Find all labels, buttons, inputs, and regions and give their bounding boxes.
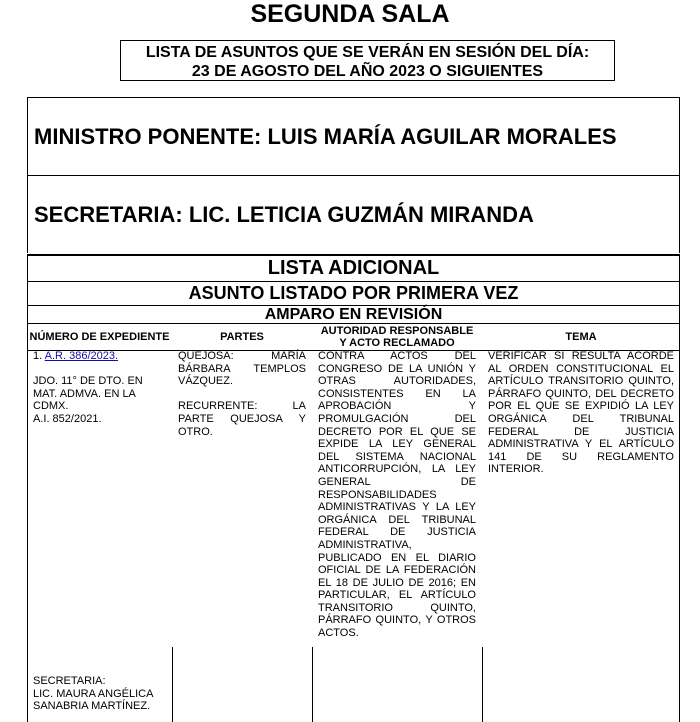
column-header-autoridad: AUTORIDAD RESPONSABLE Y ACTO RECLAMADO <box>320 325 474 349</box>
partes-cell <box>178 350 306 438</box>
juzgado: JDO. 11° DE DTO. EN MAT. ADMVA. EN LA CDMX. <box>33 375 143 413</box>
incidente: A.I. 852/2021. <box>33 412 102 425</box>
column-divider <box>312 647 313 722</box>
secretaria-heading: SECRETARIA: LIC. LETICIA GUZMÁN MIRANDA <box>27 175 680 253</box>
autoridad-cell: CONTRA ACTOS DEL CONGRESO DE LA UNIÓN Y OTRAS AUTORIDADES, CONSISTENTES EN LA APROBACIÓN Y PROMULGACIÓN DEL DECRETO POR EL QUE SE EXPIDE LA LEY GENERAL DEL SISTEMA NACIONAL ANTICORRUPCIÓN, LA LEY GENERAL DE RESPONSABILIDADES ADMINISTRATIVAS Y LA LEY ORGÁNICA DEL TRIBUNAL FEDERAL DE JUSTICIA ADMINISTRATIVA, PUBLICADO EN EL DIARIO OFICIAL DE LA FEDERACIÓN EL 18 DE JULIO DE 2016; EN PARTICULAR, EL ARTÍCULO TRANSITORIO QUINTO, PÁRRAFO QUINTO, Y OTROS ACTOS. <box>318 350 476 640</box>
amparo-en-revision: AMPARO EN REVISIÓN <box>27 305 680 323</box>
session-line-2: 23 DE AGOSTO DEL AÑO 2023 O SIGUIENTES <box>191 63 544 80</box>
column-header-expediente: NÚMERO DE EXPEDIENTE <box>29 331 170 343</box>
session-line-1: LISTA DE ASUNTOS QUE SE VERÁN EN SESIÓN DEL DÍA: <box>145 44 590 61</box>
item-number: 1. <box>33 350 43 362</box>
page-title: SEGUNDA SALA <box>250 0 450 28</box>
secretaria-name: LIC. MAURA ANGÉLICA SANABRIA MARTÍNEZ. <box>33 687 153 713</box>
column-header-partes: PARTES <box>220 331 264 343</box>
session-date-box <box>120 40 615 81</box>
tema-cell: VERIFICAR SI RESULTA ACORDE AL ORDEN CONSTITUCIONAL EL ARTÍCULO TRANSITORIO QUINTO, PÁRRAFO QUINTO, DEL DECRETO POR EL QUE SE EXPIDIÓ LA LEY ORGÁNICA DEL TRIBUNAL FEDERAL DE JUSTICIA ADMINISTRATIVA Y EL ARTÍCULO 141 DE SU REGLAMENTO INTERIOR. <box>488 350 674 476</box>
column-header-tema: TEMA <box>565 331 597 343</box>
ministro-ponente: MINISTRO PONENTE: LUIS MARÍA AGUILAR MORALES <box>27 97 680 175</box>
lista-adicional: LISTA ADICIONAL <box>27 254 680 281</box>
column-divider <box>172 647 173 722</box>
expediente-link[interactable]: A.R. 386/2023. <box>44 350 119 362</box>
column-divider <box>482 647 483 722</box>
expediente-cell <box>33 350 155 720</box>
asunto-listado: ASUNTO LISTADO POR PRIMERA VEZ <box>27 281 680 305</box>
quejosa: QUEJOSA: MARÍA BÁRBARA TEMPLOS VÁZQUEZ. <box>178 350 306 388</box>
recurrente: RECURRENTE: LA PARTE QUEJOSA Y OTRO. <box>178 400 306 438</box>
secretaria-label: SECRETARIA: <box>33 675 106 687</box>
